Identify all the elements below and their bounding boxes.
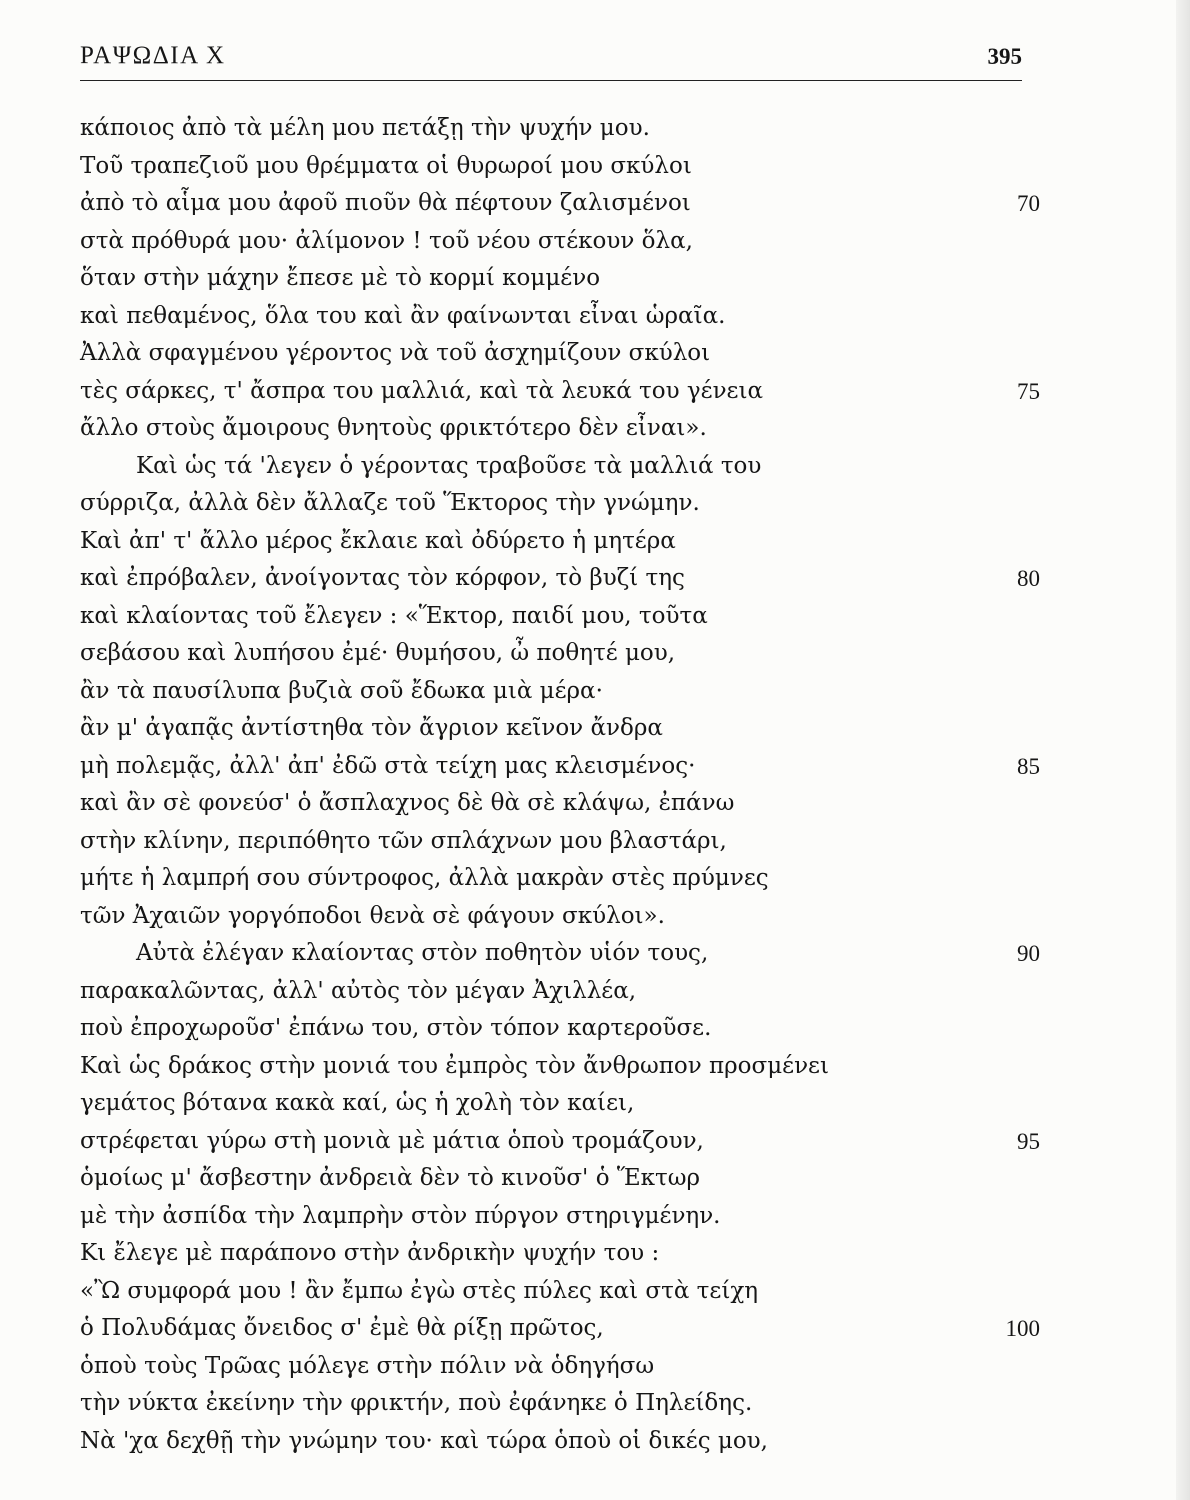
verse-text: στρέφεται γύρω στὴ μονιὰ μὲ μάτια ὁποὺ τρομάζουν, [80,1127,704,1154]
verse-line [80,1198,1040,1236]
verse-text: Ἀλλὰ σφαγμένου γέροντος νὰ τοῦ ἀσχημίζουν σκύλοι [80,340,711,366]
line-number: 75 [1017,378,1040,404]
verse-text: καὶ ἂν σὲ φονεύσ' ὁ ἄσπλαχνος δὲ θὰ σὲ κλάψω, ἐπάνω [80,790,735,816]
verse-line [80,635,1040,673]
verse-text: ἄλλο στοὺς ἄμοιρους θνητοὺς φρικτότερο δὲν εἶναι». [80,415,707,441]
verse-block [80,110,1040,1460]
verse-line [80,898,1040,936]
verse-line [80,523,1040,561]
verse-text: Κι ἔλεγε μὲ παράπονο στὴν ἀνδρικὴν ψυχήν του : [80,1240,660,1266]
verse-text: Τοῦ τραπεζιοῦ μου θρέμματα οἱ θυρωροί μου σκύλοι [80,152,692,179]
verse-line [80,935,1040,973]
verse-line [80,860,1040,898]
verse-text: ὅταν στὴν μάχην ἔπεσε μὲ τὸ κορμί κομμένο [80,265,601,291]
verse-text: σύρριζα, ἀλλὰ δὲν ἄλλαζε τοῦ Ἕκτορος τὴν γνώμην. [80,490,700,516]
verse-line [80,785,1040,823]
verse-line [80,673,1040,711]
verse-text: ὁμοίως μ' ἄσβεστην ἀνδρειὰ δὲν τὸ κινοῦσ' ὁ Ἕκτωρ [80,1165,701,1191]
line-number: 90 [1017,941,1040,966]
verse-text: Καὶ ἀπ' τ' ἄλλο μέρος ἔκλαιε καὶ ὀδύρετο ἡ μητέρα [80,527,676,554]
verse-text: μὴ πολεμᾷς, ἀλλ' ἀπ' ἐδῶ στὰ τείχη μας κλεισμένος· [80,752,696,779]
verse-text: Καὶ ὡς τά 'λεγεν ὁ γέροντας τραβοῦσε τὰ μαλλιά του [136,452,762,479]
line-number: 80 [1017,566,1040,591]
running-head: ΡΑΨΩΔΙΑ Χ [80,42,226,69]
verse-text: γεμάτος βότανα κακὰ καί, ὡς ἡ χολὴ τὸν καίει, [80,1090,635,1116]
verse-line [80,185,1040,223]
verse-text: ἂν μ' ἀγαπᾷς ἀντίστηθα τὸν ἄγριον κεῖνον ἄνδρα [80,715,663,741]
header-rule [80,80,1022,81]
verse-line [80,1160,1040,1198]
verse-line [80,1385,1040,1423]
verse-text: τῶν Ἀχαιῶν γοργόποδοι θενὰ σὲ φάγουν σκύλοι». [80,902,665,929]
verse-text: Καὶ ὡς δράκος στὴν μονιά του ἐμπρὸς τὸν ἄνθρωπον προσμένει [80,1052,829,1079]
verse-line [80,410,1040,448]
line-number: 85 [1017,753,1040,779]
line-number: 70 [1017,191,1040,216]
verse-line [80,110,1040,148]
verse-text: καὶ πεθαμένος, ὅλα του καὶ ἂν φαίνωνται εἶναι ὡραῖα. [80,302,726,329]
page-edge-shadow [1176,0,1190,1500]
verse-line [80,1010,1040,1048]
verse-line [80,823,1040,861]
verse-line [80,373,1040,411]
verse-text: ἀπὸ τὸ αἷμα μου ἀφοῦ πιοῦν θὰ πέφτουν ζαλισμένοι [80,190,691,216]
verse-line [80,223,1040,261]
verse-text: καὶ κλαίοντας τοῦ ἔλεγεν : «Ἕκτορ, παιδί μου, τοῦτα [80,602,708,629]
verse-line [80,973,1040,1011]
page-number: 395 [987,44,1022,69]
page-header [80,42,1022,82]
verse-line [80,335,1040,373]
verse-text: ὁποὺ τοὺς Τρῶας μόλεγε στὴν πόλιν νὰ ὁδηγήσω [80,1352,655,1379]
verse-text: σεβάσου καὶ λυπήσου ἐμέ· θυμήσου, ὦ ποθητέ μου, [80,640,676,666]
verse-line [80,148,1040,186]
verse-line [80,560,1040,598]
verse-text: παρακαλῶντας, ἀλλ' αὐτὸς τὸν μέγαν Ἀχιλλέα, [80,977,637,1004]
verse-text: τὴν νύκτα ἐκείνην τὴν φρικτήν, ποὺ ἐφάνηκε ὁ Πηλείδης. [80,1390,753,1416]
verse-text: τὲς σάρκες, τ' ἄσπρα του μαλλιά, καὶ τὰ λευκά του γένεια [80,377,764,404]
verse-line [80,710,1040,748]
verse-line [80,448,1040,486]
verse-line [80,598,1040,636]
verse-line [80,1348,1040,1386]
verse-text: Νὰ 'χα δεχθῇ τὴν γνώμην του· καὶ τώρα ὁποὺ οἱ δικές μου, [80,1427,768,1454]
verse-text: στὰ πρόθυρά μου· ἀλίμονον ! τοῦ νέου στέκουν ὅλα, [80,227,693,254]
verse-line [80,1085,1040,1123]
verse-text: ποὺ ἐπροχωροῦσ' ἐπάνω του, στὸν τόπον καρτεροῦσε. [80,1015,712,1041]
verse-line [80,1310,1040,1348]
verse-line [80,1048,1040,1086]
verse-line [80,1123,1040,1161]
verse-line [80,485,1040,523]
verse-text: ὁ Πολυδάμας ὄνειδος σ' ἐμὲ θὰ ρίξῃ πρῶτος, [80,1315,604,1341]
verse-line [80,1273,1040,1311]
verse-text: καὶ ἐπρόβαλεν, ἀνοίγοντας τὸν κόρφον, τὸ βυζί της [80,565,685,591]
verse-line [80,298,1040,336]
verse-text: κάποιος ἀπὸ τὰ μέλη μου πετάξῃ τὴν ψυχήν μου. [80,115,650,141]
verse-text: ἂν τὰ παυσίλυπα βυζιὰ σοῦ ἔδωκα μιὰ μέρα· [80,677,603,704]
verse-text: Αὐτὰ ἐλέγαν κλαίοντας στὸν ποθητὸν υἱόν τους, [136,940,709,966]
verse-line [80,1423,1040,1461]
verse-text: μήτε ἡ λαμπρή σου σύντροφος, ἀλλὰ μακρὰν στὲς πρύμνες [80,865,769,891]
line-number: 100 [1005,1316,1040,1341]
verse-text: μὲ τὴν ἀσπίδα τὴν λαμπρὴν στὸν πύργον στηριγμένην. [80,1202,721,1229]
line-number: 95 [1017,1128,1040,1154]
verse-line [80,1235,1040,1273]
verse-text: στὴν κλίνην, περιπόθητο τῶν σπλάχνων μου βλαστάρι, [80,827,727,854]
verse-text: «Ὢ συμφορά μου ! ἂν ἔμπω ἐγὼ στὲς πύλες καὶ στὰ τείχη [80,1277,759,1304]
verse-line [80,260,1040,298]
verse-line [80,748,1040,786]
